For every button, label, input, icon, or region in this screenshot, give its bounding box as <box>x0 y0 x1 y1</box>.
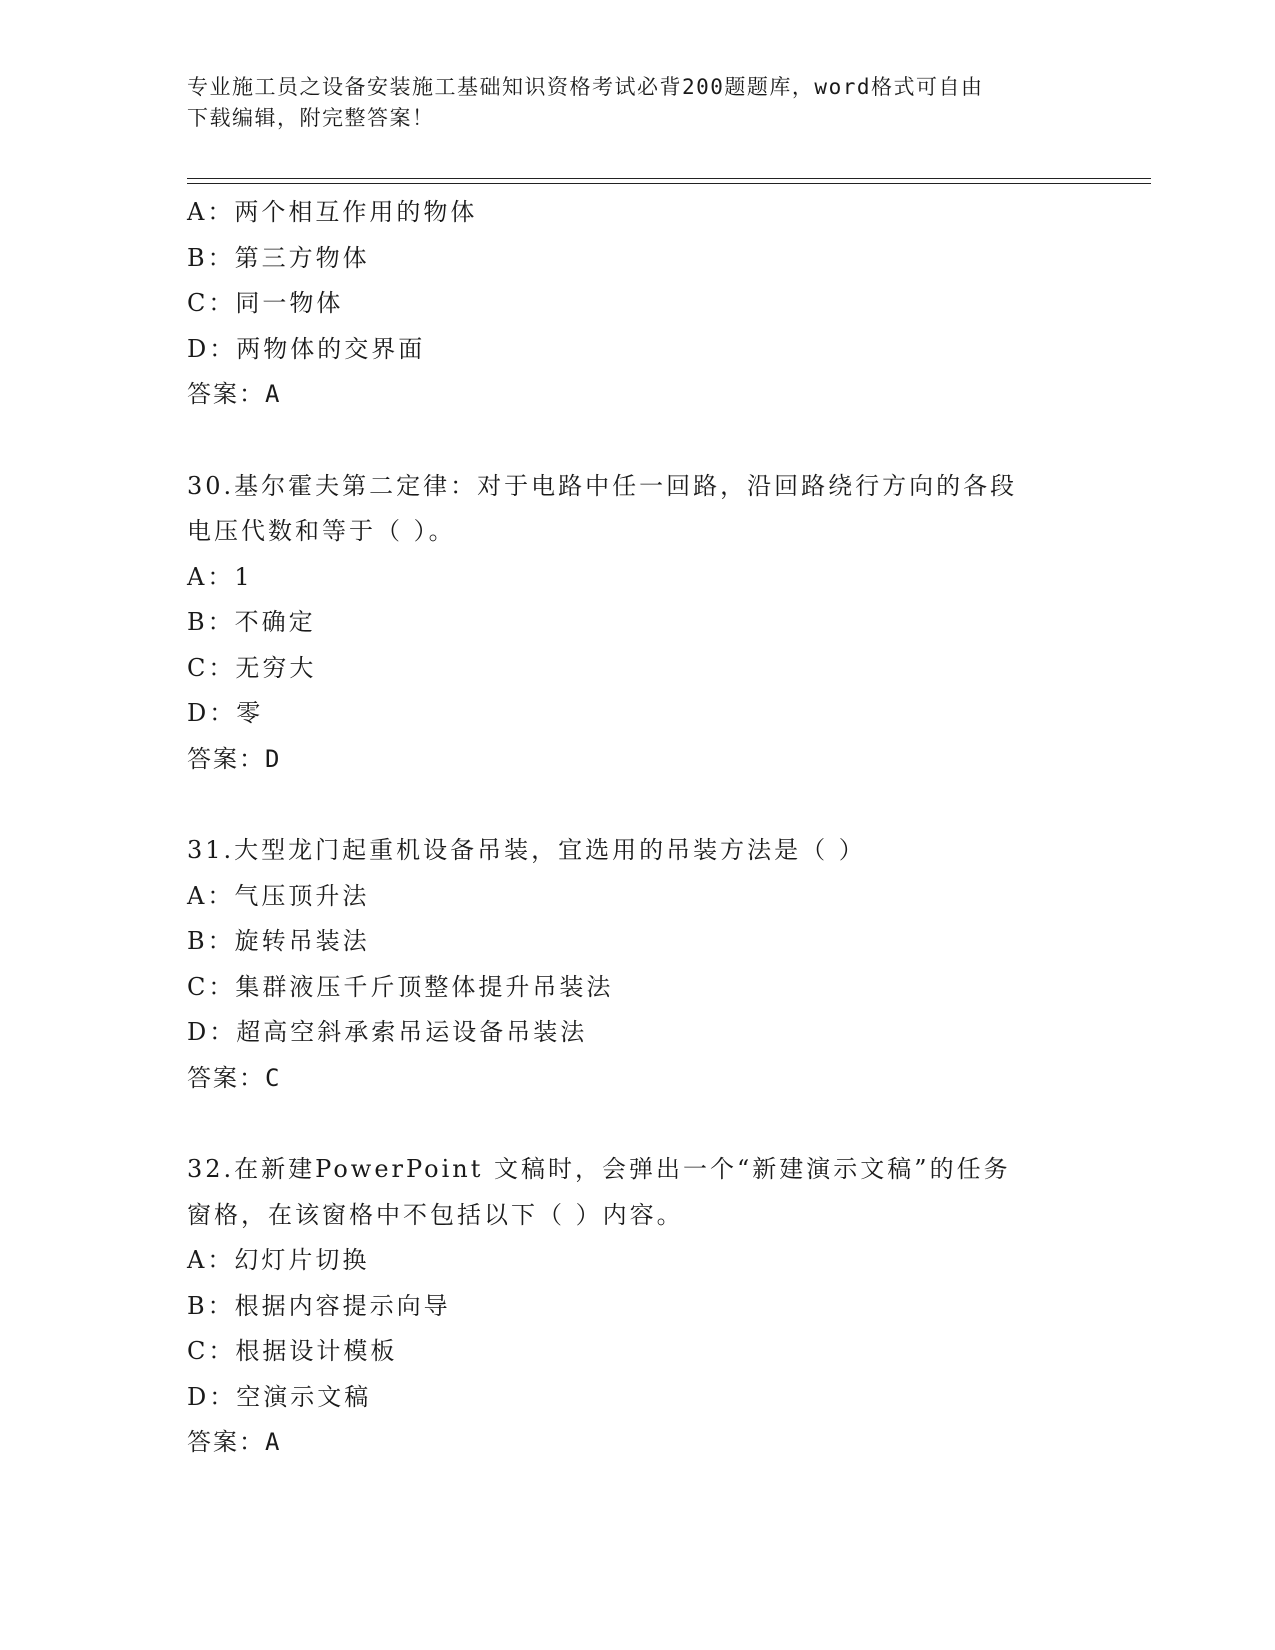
answer-line <box>187 1420 1087 1466</box>
document-title-line-2: 下载编辑，附完整答案！ <box>187 106 435 130</box>
option-b: B：第三方物体 <box>187 243 370 272</box>
option-c: C：根据设计模板 <box>187 1337 398 1365</box>
answer-label: 答案： <box>187 744 265 773</box>
question-text: 31.大型龙门起重机设备吊装，宜选用的吊装方法是（ ） <box>187 836 866 864</box>
header-divider-bottom <box>187 183 1151 184</box>
option-b: B：旋转吊装法 <box>187 927 370 955</box>
answer-label: 答案： <box>187 1063 265 1092</box>
header-divider-top <box>187 178 1151 179</box>
question-list <box>187 190 1087 1466</box>
option-c: C：无穷大 <box>187 653 317 682</box>
question-text: 32.在新建PowerPoint 文稿时，会弹出一个“新建演示文稿”的任务 <box>187 1155 1011 1183</box>
question-text: 30.基尔霍夫第二定律：对于电路中任一回路，沿回路绕行方向的各段 <box>187 471 1018 500</box>
answer-value: A <box>265 1428 282 1456</box>
question-block <box>187 1147 1087 1466</box>
answer-value: A <box>265 380 282 408</box>
option-d: D：空演示文稿 <box>187 1382 372 1411</box>
answer-label: 答案： <box>187 1428 265 1456</box>
option-c: C：集群液压千斤顶整体提升吊装法 <box>187 972 614 1001</box>
question-block <box>187 190 1087 418</box>
question-text: 窗格，在该窗格中不包括以下（ ）内容。 <box>187 1200 684 1229</box>
question-block <box>187 464 1087 783</box>
option-c: C：同一物体 <box>187 289 344 317</box>
answer-line <box>187 1056 1087 1102</box>
option-a: A：幻灯片切换 <box>187 1246 370 1274</box>
answer-label: 答案： <box>187 380 265 408</box>
question-block <box>187 828 1087 1101</box>
answer-line <box>187 737 1087 783</box>
option-d: D：零 <box>187 699 264 727</box>
option-a: A：气压顶升法 <box>187 881 370 910</box>
question-text: 电压代数和等于（ ）。 <box>187 517 456 545</box>
page-header <box>187 72 1087 134</box>
option-b: B：不确定 <box>187 608 316 636</box>
answer-value: C <box>265 1063 282 1092</box>
option-a: A：两个相互作用的物体 <box>187 198 478 226</box>
option-d: D：两物体的交界面 <box>187 334 426 363</box>
option-d: D：超高空斜承索吊运设备吊装法 <box>187 1018 588 1046</box>
option-a: A：1 <box>187 562 253 591</box>
answer-value: D <box>265 744 282 773</box>
option-b: B：根据内容提示向导 <box>187 1291 451 1320</box>
answer-line <box>187 372 1087 418</box>
document-title-line-1: 专业施工员之设备安装施工基础知识资格考试必背200题题库，word格式可自由 <box>187 75 984 99</box>
